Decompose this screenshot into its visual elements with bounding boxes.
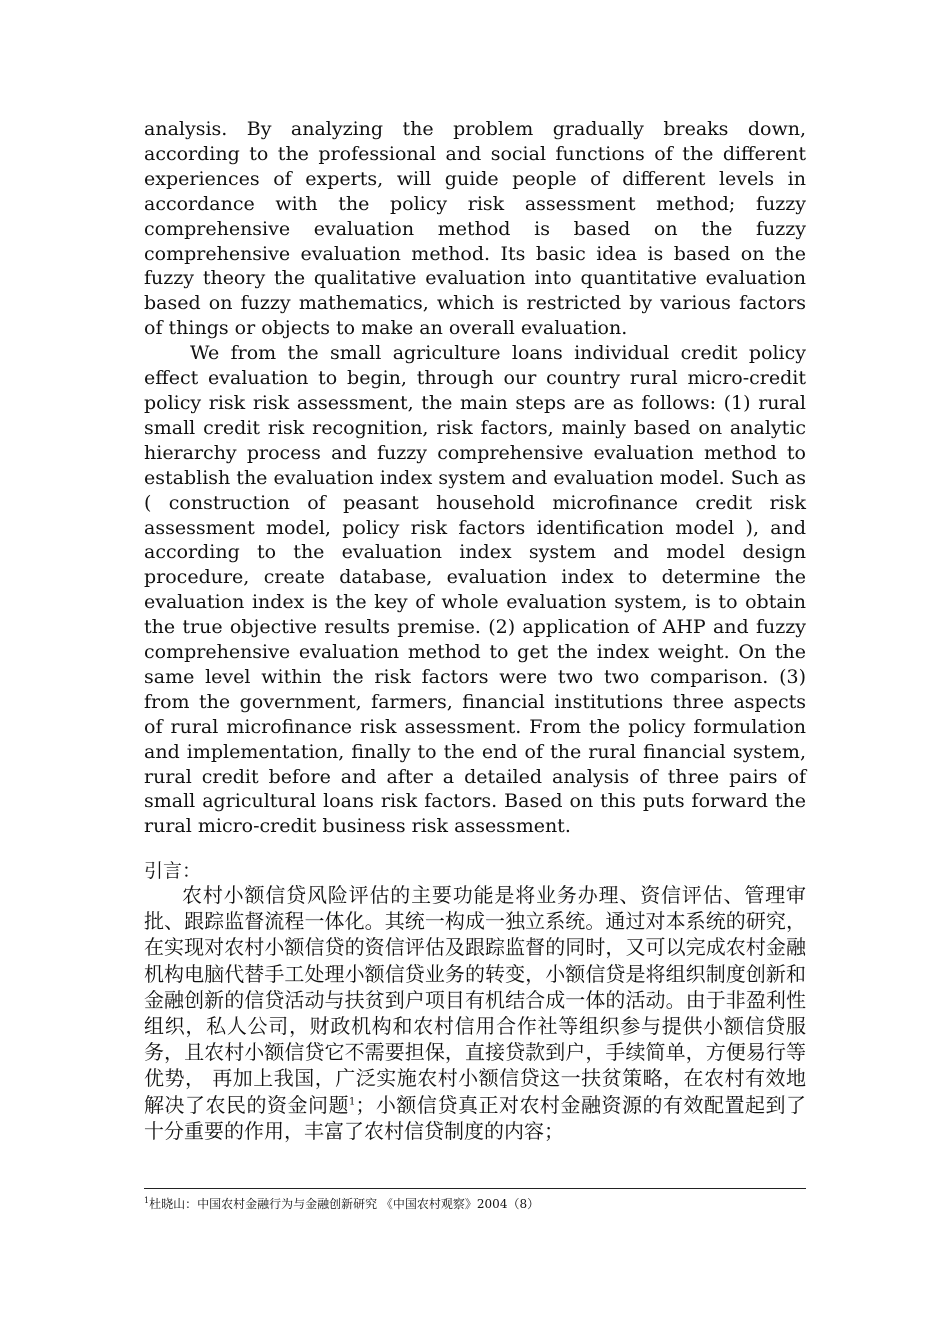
footnote-reference: 1 [349, 1095, 356, 1107]
english-abstract [144, 117, 806, 839]
footnote-text: 杜晓山：中国农村金融行为与金融创新研究 《中国农村观察》2004（8） [149, 1197, 540, 1211]
footnote-mark: 1 [144, 1196, 150, 1205]
footnote-divider [144, 1188, 806, 1189]
footnote [144, 1195, 806, 1213]
introduction-body [144, 882, 806, 1144]
introduction-text-part-1: 农村小额信贷风险评估的主要功能是将业务办理、资信评估、管理审批、跟踪监督流程一体化。其统一构成一独立系统。通过对本系统的研究，在实现对农村小额信贷的资信评估及跟踪监督的同时，又可以完成农村金融机构电脑代替手工处理小额信贷业务的转变，小额信贷是将组织制度创新和金融创新的信贷活动与扶贫到户项目有机结合成一体的活动。由于非盈利性组织，私人公司，财政机构和农村信用合作社等组织参与提供小额信贷服务，且农村小额信贷它不需要担保，直接贷款到户，手续简单，方便易行等优势， 再加上我国，广泛实施农村小额信贷这一扶贫策略，在农村有效地解决了农民的资金问题 [144, 883, 806, 1117]
abstract-paragraph-2: We from the small agriculture loans individual credit policy effect evaluation to begin, through our country rural micro-credit policy risk risk assessment, the main steps are as follows: (1) rural small credit risk recognition, risk factors, mainly based on analytic hierarchy process and fuzzy comprehensive evaluation method to establish the evaluation index system and evaluation model. Such as ( construction of peasant household microfinance credit risk assessment model, policy risk factors identification model ), and according to the evaluation index system and model design procedure, create database, evaluation index to determine the evaluation index is the key of whole evaluation system, is to obtain the true objective results premise. (2) application of AHP and fuzzy comprehensive evaluation method to get the index weight. On the same level within the risk factors were two two comparison. (3) from the government, farmers, financial institutions three aspects of rural microfinance risk assessment. From the policy formulation and implementation, finally to the end of the rural financial system, rural credit before and after a detailed analysis of three pairs of small agricultural loans risk factors. Based on this puts forward the rural micro-credit business risk assessment. [144, 342, 806, 838]
introduction-text-part-2: ；小额信贷真正对农村金融资源的有效配置起到了十分重要的作用，丰富了农村信贷制度的内容； [144, 1092, 807, 1143]
introduction-paragraph [144, 882, 806, 1144]
abstract-paragraph-1: analysis. By analyzing the problem gradually breaks down, according to the professional and social functions of the different experiences of experts, will guide people of different levels in accordance with the policy risk assessment method; fuzzy comprehensive evaluation method is based on the fuzzy comprehensive evaluation method. Its basic idea is based on the fuzzy theory the qualitative evaluation into quantitative evaluation based on fuzzy mathematics, which is restricted by various factors of things or objects to make an overall evaluation. [144, 118, 806, 340]
introduction-heading: 引言： [144, 860, 202, 882]
